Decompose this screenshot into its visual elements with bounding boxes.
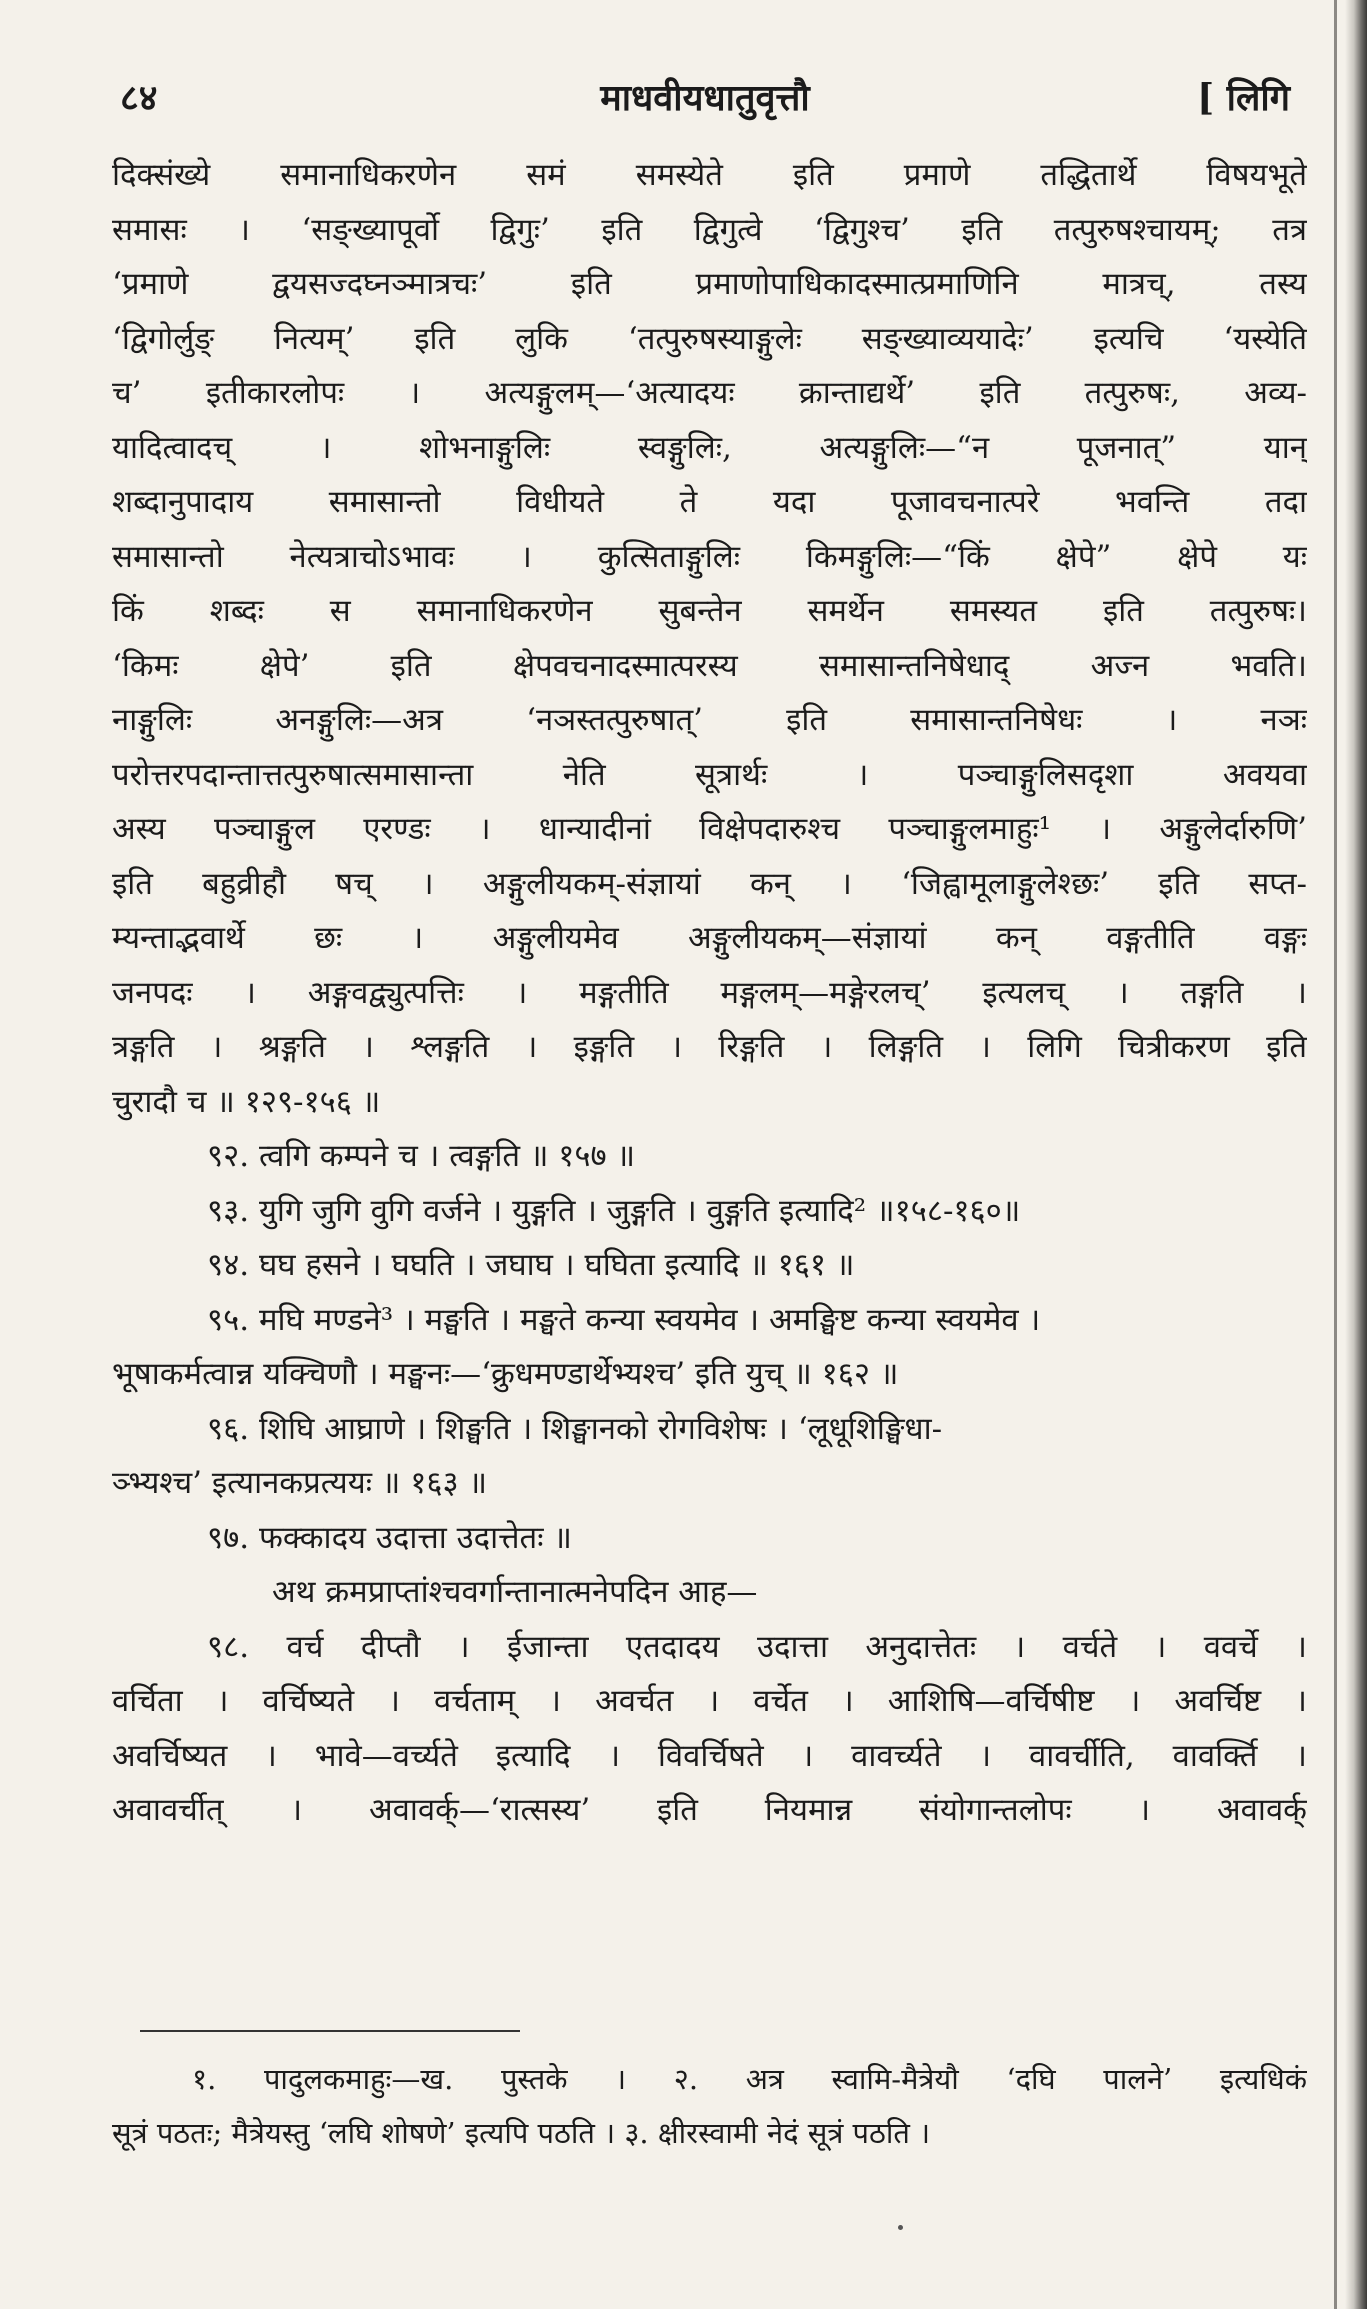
sutra-entry-92: ९२. त्वगि कम्पने च । त्वङ्गति ॥ १५७ ॥ <box>207 1138 636 1174</box>
page-number: ८४ <box>120 77 158 119</box>
text-line: शब्दानुपादाय समासान्तो विधीयते ते यदा पूजावचनात्परे भवन्ति तदा <box>112 484 1307 520</box>
text-line: समासः । ‘सङ्ख्यापूर्वो द्विगुः’ इति द्विगुत्वे ‘द्विगुश्च’ इति तत्पुरुषश्चायम्; तत्र <box>112 211 1307 248</box>
text-line: अवावर्चीत् । अवावर्क्—‘रात्सस्य’ इति नियमान्न संयोगान्तलोपः । अवावर्क् <box>112 1792 1307 1828</box>
footnote-divider <box>140 2030 520 2032</box>
section-marker: [ लिगि <box>1197 77 1290 119</box>
running-title: माधवीयधातुवृत्तौ <box>600 77 810 119</box>
text-line: किं शब्दः स समानाधिकरणेन सुबन्तेन समर्थेन समस्यत इति तत्पुरुषः। <box>112 593 1307 629</box>
main-text <box>112 148 1307 1838</box>
text-line: वर्चिता । वर्चिष्यते । वर्चताम् । अवर्चत । वर्चेत । आशिषि—वर्चिषीष्ट । अवर्चिष्ट । <box>112 1683 1307 1719</box>
sutra-entry-98: ९८. वर्च दीप्तौ । ईजान्ता एतदादय उदात्ता अनुदात्तेतः । वर्चते । ववर्चे । <box>207 1628 1307 1665</box>
sutra-entry-95-cont: भूषाकर्मत्वान्न यक्चिणौ । मङ्घनः—‘क्रुधमण्डार्थेभ्यश्च’ इति युच् ॥ १६२ ॥ <box>112 1356 899 1392</box>
text-line: ‘प्रमाणे द्वयसज्दघ्नञ्मात्रचः’ इति प्रमाणोपाधिकादस्मात्प्रमाणिनि मात्रच्, तस्य <box>112 266 1307 302</box>
text-line: जनपदः । अङ्गवद्व्युत्पत्तिः । मङ्गतीति मङ्गलम्—मङ्गेरलच्’ इत्यलच् । तङ्गति । <box>112 974 1307 1011</box>
text-line: त्रङ्गति । श्रङ्गति । श्लङ्गति । इङ्गति । रिङ्गति । लिङ्गति । लिगि चित्रीकरण इति <box>112 1029 1307 1065</box>
section-intro: अथ क्रमप्राप्तांश्चवर्गान्तानात्मनेपदिन आह— <box>272 1574 758 1610</box>
text-line: दिक्संख्ये समानाधिकरणेन समं समस्येते इति प्रमाणे तद्धितार्थे विषयभूते <box>112 157 1307 193</box>
text-line: नाङ्गुलिः अनङ्गुलिः—अत्र ‘नञस्तत्पुरुषात्’ इति समासान्तनिषेधः । नञः <box>112 702 1307 738</box>
footnote-line: १. पादुलकमाहुः—ख. पुस्तके । २. अत्र स्वामि-मैत्रेयौ ‘दघि पालने’ इत्यधिकं <box>192 2062 1307 2096</box>
text-line: म्यन्ताद्भवार्थे छः । अङ्गुलीयमेव अङ्गुलीयकम्—संज्ञायां कन् वङ्गतीति वङ्गः <box>112 920 1307 956</box>
paper-speck <box>898 2225 903 2230</box>
page-header <box>120 72 1290 132</box>
text-line: यादित्वादच् । शोभनाङ्गुलिः स्वङ्गुलिः, अत्यङ्गुलिः—“न पूजनात्” यान् <box>112 429 1307 466</box>
sutra-entry-96: ९६. शिघि आघ्राणे । शिङ्घति । शिङ्घानको रोगविशेषः । ‘लूधूशिङ्घिधा- <box>207 1410 943 1447</box>
text-line: अस्य पञ्चाङ्गुल एरण्डः । धान्यादीनां विक्षेपदारुश्च पञ्चाङ्गुलमाहुः¹ । अङ्गुलेर्दारुणि’ <box>112 811 1307 847</box>
text-line: परोत्तरपदान्तात्तत्पुरुषात्समासान्ता नेति सूत्रार्थः । पञ्चाङ्गुलिसदृशा अवयवा <box>112 756 1307 793</box>
text-line: ‘किमः क्षेपे’ इति क्षेपवचनादस्मात्परस्य समासान्तनिषेधाद् अज्न भवति। <box>112 647 1307 684</box>
sutra-entry-94: ९४. घघ हसने । घघति । जघाघ । घघिता इत्यादि ॥ १६१ ॥ <box>207 1247 855 1283</box>
text-line: समासान्तो नेत्यत्राचोऽभावः । कुत्सिताङ्गुलिः किमङ्गुलिः—“किं क्षेपे” क्षेपे यः <box>112 538 1307 575</box>
text-line: अवर्चिष्यत । भावे—वर्च्यते इत्यादि । विवर्चिषते । वावर्च्यते । वावर्चीति, वावर्क्ति । <box>112 1737 1307 1774</box>
text-line: ‘द्विगोर्लुङ् नित्यम्’ इति लुकि ‘तत्पुरुषस्याङ्गुलेः सङ्ख्याव्ययादेः’ इत्यचि ‘यस्येति <box>112 320 1307 357</box>
text-line: इति बहुव्रीहौ षच् । अङ्गुलीयकम्-संज्ञायां कन् । ‘जिह्वामूलाङ्गुलेश्छः’ इति सप्त- <box>112 865 1307 902</box>
sutra-entry-95: ९५. मघि मण्डने³ । मङ्घति । मङ्घते कन्या स्वयमेव । अमङ्घिष्ट कन्या स्वयमेव । <box>207 1301 1041 1338</box>
sutra-entry-96-cont: ञ्भ्यश्च’ इत्यानकप्रत्ययः ॥ १६३ ॥ <box>112 1465 488 1501</box>
text-line: च’ इतीकारलोपः । अत्यङ्गुलम्—‘अत्यादयः क्रान्ताद्यर्थे’ इति तत्पुरुषः, अव्य- <box>112 375 1307 411</box>
footnote-line: सूत्रं पठतः; मैत्रेयस्तु ‘लघि शोषणे’ इत्यपि पठति । ३. क्षीरस्वामी नेदं सूत्रं पठति । <box>112 2116 931 2150</box>
sutra-entry-93: ९३. युगि जुगि वुगि वर्जने । युङ्गति । जुङ्गति । वुङ्गति इत्यादि² ॥१५८-१६०॥ <box>207 1192 1021 1229</box>
footnotes <box>112 2052 1307 2160</box>
text-line: चुरादौ च ॥ १२९-१५६ ॥ <box>112 1083 381 1120</box>
page-binding-shadow <box>1345 0 1367 2309</box>
sutra-entry-97: ९७. फक्कादय उदात्ता उदात्तेतः ॥ <box>207 1519 572 1556</box>
page-binding-line <box>1334 0 1337 2309</box>
